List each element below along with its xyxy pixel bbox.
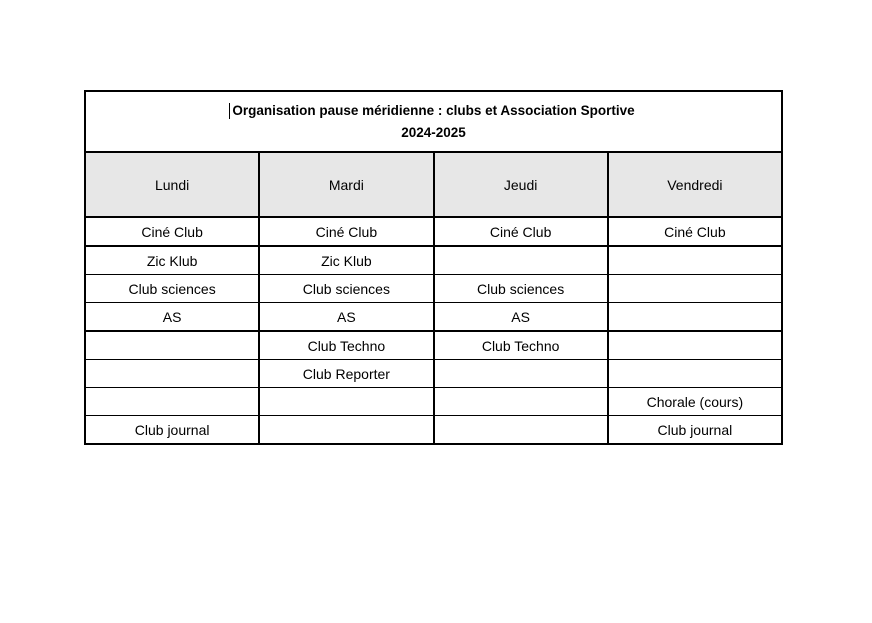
table-cell <box>434 360 608 388</box>
table-cell: Zic Klub <box>85 246 259 275</box>
table-cell <box>608 360 782 388</box>
table-cell <box>608 303 782 332</box>
table-cell: AS <box>434 303 608 332</box>
table-row <box>85 360 782 388</box>
table-cell <box>85 388 259 416</box>
table-row <box>85 303 782 332</box>
schedule-sheet <box>84 90 783 445</box>
table-cell: Chorale (cours) <box>608 388 782 416</box>
table-cell: Club sciences <box>434 275 608 303</box>
table-row <box>85 217 782 246</box>
clubs-table <box>84 153 783 445</box>
table-cell <box>608 246 782 275</box>
header-row <box>85 153 782 217</box>
title-line-1 <box>232 100 634 122</box>
header-jeudi: Jeudi <box>434 153 608 217</box>
table-cell: Ciné Club <box>85 217 259 246</box>
title-box <box>84 90 783 153</box>
table-cell: Zic Klub <box>259 246 433 275</box>
table-cell: AS <box>259 303 433 332</box>
table-cell <box>259 388 433 416</box>
table-row <box>85 246 782 275</box>
table-cell: Club Techno <box>259 331 433 360</box>
table-cell <box>434 246 608 275</box>
table-cell: Ciné Club <box>608 217 782 246</box>
table-cell <box>608 275 782 303</box>
table-cell <box>85 360 259 388</box>
header-mardi: Mardi <box>259 153 433 217</box>
table-cell: AS <box>85 303 259 332</box>
table-cell: Club sciences <box>259 275 433 303</box>
table-cell: Club journal <box>85 416 259 445</box>
table-cell: Ciné Club <box>434 217 608 246</box>
table-row <box>85 331 782 360</box>
header-lundi: Lundi <box>85 153 259 217</box>
table-cell <box>434 416 608 445</box>
text-cursor <box>229 103 230 119</box>
page-title: Organisation pause méridienne : clubs et Association Sportive <box>232 102 635 118</box>
table-cell: Club sciences <box>85 275 259 303</box>
table-row <box>85 388 782 416</box>
table-cell <box>608 331 782 360</box>
table-cell <box>85 331 259 360</box>
table-row <box>85 416 782 445</box>
school-year: 2024-2025 <box>401 124 466 140</box>
header-vendredi: Vendredi <box>608 153 782 217</box>
table-cell: Ciné Club <box>259 217 433 246</box>
table-cell: Club journal <box>608 416 782 445</box>
table-cell <box>434 388 608 416</box>
table-cell: Club Techno <box>434 331 608 360</box>
table-cell: Club Reporter <box>259 360 433 388</box>
table-cell <box>259 416 433 445</box>
table-row <box>85 275 782 303</box>
